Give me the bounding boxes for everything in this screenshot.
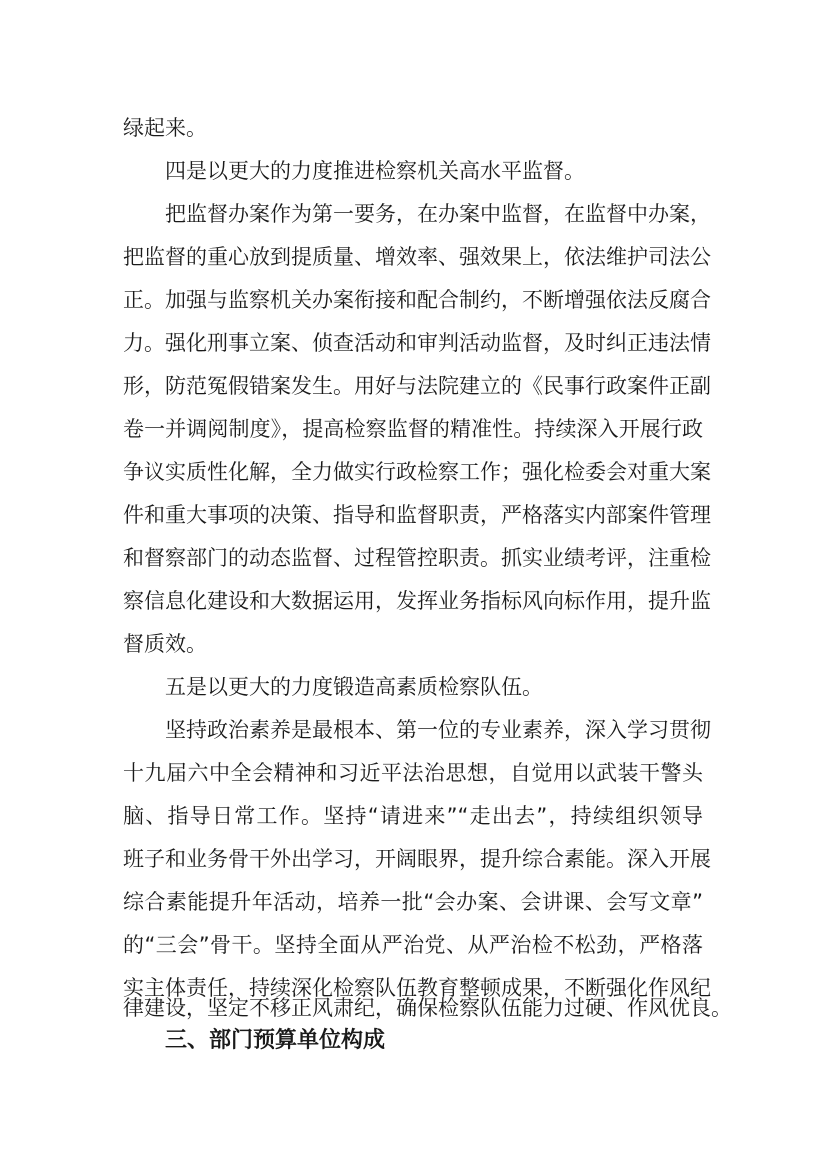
text-line: 正。加强与监察机关办案衔接和配合制约，不断增强依法反腐合 <box>123 288 711 312</box>
text-line: 卷一并调阅制度》，提高检察监督的精准性。持续深入开展行政 <box>123 417 703 441</box>
subheading-line: 四是以更大的力度推进检察机关高水平监督。 <box>165 159 585 183</box>
text-line: 律建设，坚定不移正风肃纪，确保检察队伍能力过硬、作风优良。 <box>123 996 732 1020</box>
text-line: 争议实质性化解，全力做实行政检察工作；强化检委会对重大案 <box>123 460 711 484</box>
text-line: 和督察部门的动态监督、过程管控职责。抓实业绩考评，注重检 <box>123 546 711 570</box>
text-line: 绿起来。 <box>123 116 207 140</box>
text-line: 把监督的重心放到提质量、增效率、强效果上，依法维护司法公 <box>123 245 711 269</box>
text-line: 的“三会”骨干。坚持全面从严治党、从严治检不松劲，严格落 <box>123 933 703 957</box>
subheading-line: 五是以更大的力度锻造高素质检察队伍。 <box>165 675 543 699</box>
text-line: 坚持政治素养是最根本、第一位的专业素养，深入学习贯彻 <box>165 718 711 742</box>
text-line: 十九届六中全会精神和习近平法治思想，自觉用以武装干警头 <box>123 761 703 785</box>
text-line: 力。强化刑事立案、侦查活动和审判活动监督，及时纠正违法情 <box>123 331 711 355</box>
text-line: 形，防范冤假错案发生。用好与法院建立的《民事行政案件正副 <box>123 374 711 398</box>
text-line: 实主体责任，持续深化检察队伍教育整顿成果，不断强化作风纪 <box>123 976 711 1000</box>
text-line: 件和重大事项的决策、指导和监督职责，严格落实内部案件管理 <box>123 503 711 527</box>
text-line: 督质效。 <box>123 632 207 656</box>
text-line: 综合素能提升年活动，培养一批“会办案、会讲课、会写文章” <box>123 890 703 914</box>
section-heading: 三、部门预算单位构成 <box>165 1028 386 1053</box>
text-line: 察信息化建设和大数据运用，发挥业务指标风向标作用，提升监 <box>123 589 711 613</box>
text-line: 脑、指导日常工作。坚持“请进来”“走出去”，持续组织领导 <box>123 804 703 828</box>
text-line: 把监督办案作为第一要务，在办案中监督，在监督中办案， <box>165 202 711 226</box>
text-line: 班子和业务骨干外出学习，开阔眼界，提升综合素能。深入开展 <box>123 847 711 871</box>
